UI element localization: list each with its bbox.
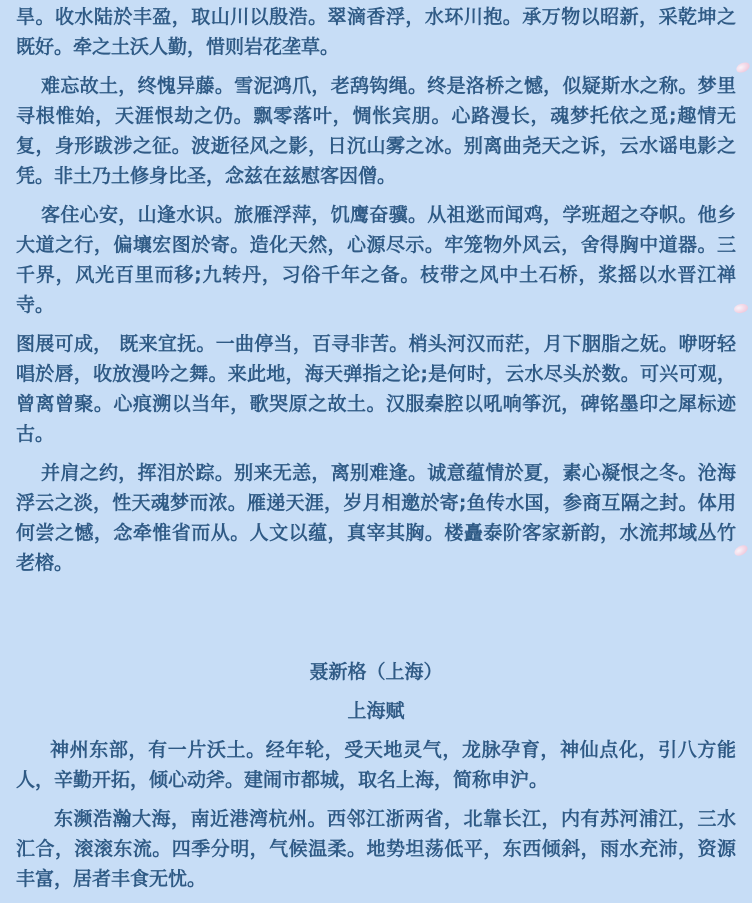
petal-decoration bbox=[733, 303, 748, 314]
paragraph-6: 神州东部，有一片沃土。经年轮，受天地灵气，龙脉孕育，神仙点化，引八方能人，辛勤开拓，倾心动斧。建闹市都城，取名上海，简称申沪。 bbox=[16, 739, 736, 791]
paragraph-7: 东濒浩瀚大海，南近港湾杭州。西邻江浙两省，北靠长江，内有苏河浦江，三水汇合，滚滚东流。四季分明，气候温柔。地势坦荡低平，东西倾斜，雨水充沛，资源丰富，居者丰食无忧。 bbox=[16, 808, 736, 890]
paragraph-3: 客住心安，山逢水识。旅雁浮萍，饥鹰奋骥。从祖逖而闻鸡，学班超之夺帜。他乡大道之行，偏壤宏图於寄。造化天然，心源尽示。牢笼物外风云，舍得胸中道器。三千界，风光百里而移;九转丹，习俗千年之备。枝带之风中土石桥，浆摇以水晋江禅寺。 bbox=[16, 204, 736, 316]
poem-title: 上海赋 bbox=[347, 700, 405, 722]
paragraph-1: 旱。收水陆於丰盈，取山川以殷浩。翠滴香浮，水环川抱。承万物以昭新，采乾坤之既好。牵之土沃人勤，惜则岩花垄草。 bbox=[16, 6, 736, 58]
author-line: 聂新格（上海） bbox=[309, 661, 443, 683]
paragraph-2: 难忘故土，终愧异藤。雪泥鸿爪，老鸹钩绳。终是洛桥之憾，似疑斯水之称。梦里寻根惟始，天涯恨劫之仍。飘零落叶，惆怅宾朋。心路漫长，魂梦托依之觅;趣情无复，身形跋涉之征。波逝径风之影，日沉山雾之冰。别离曲尧天之诉，云水谣电影之凭。非土乃土修身比圣，念兹在兹慰客因僧。 bbox=[16, 75, 736, 187]
paragraph-5: 并肩之约，挥泪於踪。别来无恙，离别难逢。诚意蕴情於夏，素心凝恨之冬。沧海浮云之淡，性天魂梦而浓。雁递天涯，岁月相邀於寄;鱼传水国，参商互隔之封。体用何尝之憾，念牵惟省而从。人文以蕴，真宰其胸。楼矗泰阶客家新韵，水流邦域丛竹老榕。 bbox=[16, 462, 736, 574]
article-body bbox=[16, 2, 736, 903]
section-spacer bbox=[16, 587, 736, 657]
paragraph-4: 图展可成， 既来宜抚。一曲停当，百寻非苦。梢头河汉而茫，月下胭脂之妩。咿呀轻唱於唇，收放漫吟之舞。来此地，海天弹指之论;是何时，云水尽头於数。可兴可观，曾离曾聚。心痕溯以当年，歌哭原之故土。汉服秦腔以吼响筝沉，碑铭墨印之犀标迹古。 bbox=[16, 333, 736, 445]
petal-decoration bbox=[735, 60, 751, 74]
